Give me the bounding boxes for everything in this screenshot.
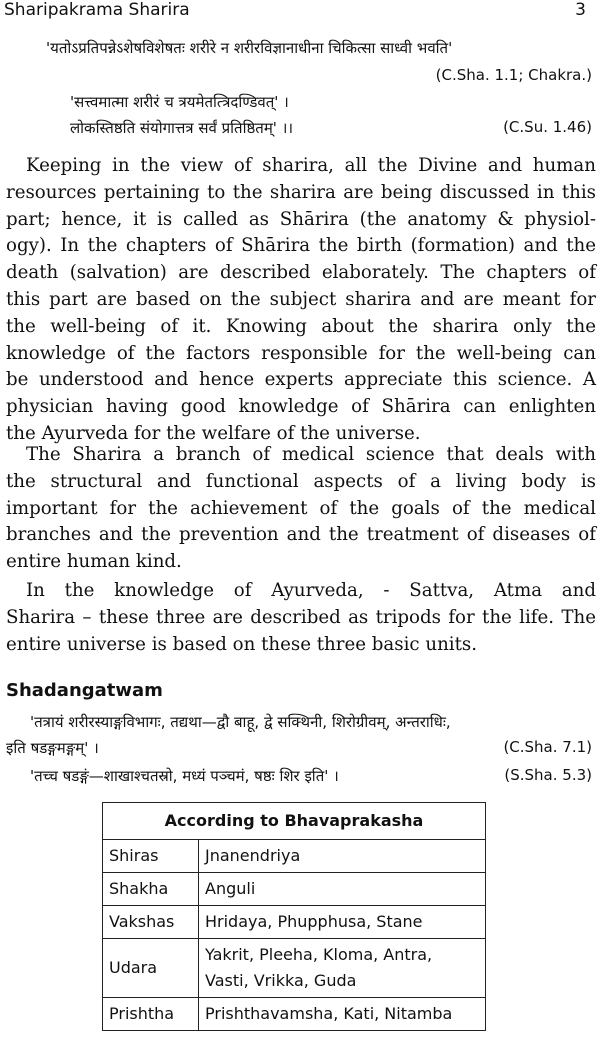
- table-cell-content: Jnanendriya: [199, 840, 486, 873]
- table-cell-content: Hridaya, Phupphusa, Stane: [199, 906, 486, 939]
- verse-3-citation: (C.Sha. 7.1): [503, 738, 592, 756]
- paragraph-line: part; hence, it is called as Shārira (the anatomy & physiol-: [6, 208, 596, 230]
- table-row: [103, 840, 486, 873]
- paragraph-line: entire universe is based on these three basic units.: [6, 633, 478, 655]
- running-header-title: Sharipakrama Sharira: [4, 0, 190, 20]
- paragraph-line: entire human kind.: [6, 551, 182, 573]
- paragraph-line: In the knowledge of Ayurveda, - Sattva, Atma and: [26, 580, 596, 601]
- verse-1-citation: (C.Sha. 1.1; Chakra.): [435, 66, 592, 84]
- table-cell-part: Vakshas: [103, 906, 199, 939]
- table-row: [103, 906, 486, 939]
- page-number: 3: [575, 0, 586, 20]
- table-row: [103, 939, 486, 998]
- paragraph-line: death (salvation) are described elaborately. The chapters of: [6, 262, 596, 284]
- sanskrit-verse-2-line-1: 'सत्त्वमात्मा शरीरं च त्रयमेतत्त्रिदण्डिवत्' ।: [70, 93, 289, 111]
- table-row: [103, 998, 486, 1031]
- paragraph-1: [6, 153, 596, 448]
- section-heading: Shadangatwam: [6, 680, 163, 701]
- verse-2-citation: (C.Su. 1.46): [503, 118, 592, 136]
- table-cell-part: Shakha: [103, 873, 199, 906]
- paragraph-line: the Ayurveda for the welfare of the universe.: [6, 422, 421, 444]
- table-row: [103, 873, 486, 906]
- paragraph-3: [6, 578, 596, 658]
- paragraph-line: knowledge of the factors responsible for the well-being can: [6, 342, 596, 364]
- table-header-row: [103, 803, 486, 840]
- verse-4-citation: (S.Sha. 5.3): [504, 766, 592, 784]
- table-cell-content: Prishthavamsha, Kati, Nitamba: [199, 998, 486, 1031]
- paragraph-line: be understood and hence experts appreciate this science. A: [6, 369, 596, 391]
- paragraph-2: [6, 442, 596, 576]
- paragraph-line: physician having good knowledge of Shārira can enlighten: [6, 396, 596, 418]
- sanskrit-verse-4: 'तच्च षडङ्गं—शाखाश्चतस्रो, मध्यं पञ्चमं, षष्ठः शिर इति' ।: [30, 767, 339, 785]
- paragraph-line: resources pertaining to the sharira are being discussed in this: [6, 181, 596, 203]
- paragraph-line: the structural and functional aspects of a living body is: [6, 470, 596, 492]
- paragraph-line: important for the achievement of the goals of the medical: [6, 497, 596, 519]
- paragraph-line: Sharira – these three are described as tripods for the life. The: [6, 606, 596, 628]
- table-cell-part: Prishtha: [103, 998, 199, 1031]
- sanskrit-verse-3-line-1: 'तत्रायं शरीरस्याङ्गविभागः, तद्यथा—द्वौ बाहू, द्वे सक्थिनी, शिरोग्रीवम्, अन्तराधिः,: [30, 713, 451, 731]
- sanskrit-verse-2-line-2: लोकस्तिष्ठति संयोगात्तत्र सर्वं प्रतिष्ठितम्' ।।: [70, 119, 294, 137]
- paragraph-line: the well-being of it. Knowing about the sharira only the: [6, 315, 596, 337]
- paragraph-line: ogy). In the chapters of Shārira the birth (formation) and the: [6, 235, 596, 257]
- table-cell-content: Anguli: [199, 873, 486, 906]
- table-cell-part: Shiras: [103, 840, 199, 873]
- paragraph-line: Keeping in the view of sharira, all the Divine and human: [26, 155, 596, 176]
- paragraph-line: this part are based on the subject sharira and are meant for: [6, 288, 596, 310]
- table-cell-part: Udara: [103, 939, 199, 998]
- table-header: According to Bhavaprakasha: [103, 803, 486, 840]
- paragraph-line: The Sharira a branch of medical science that deals with: [26, 444, 596, 465]
- sanskrit-verse-1: 'यतोऽप्रतिपन्नेऽशेषविशेषतः शरीरे न शरीरविज्ञानाधीना चिकित्सा साध्वी भवति': [46, 39, 453, 57]
- bhavaprakasha-table: [102, 802, 486, 1031]
- paragraph-line: branches and the prevention and the treatment of diseases of: [6, 524, 596, 546]
- sanskrit-verse-3-line-2: इति षडङ्गमङ्गम्' ।: [6, 739, 99, 757]
- table-cell-content: Yakrit, Pleeha, Kloma, Antra, Vasti, Vrikka, Guda: [199, 939, 486, 998]
